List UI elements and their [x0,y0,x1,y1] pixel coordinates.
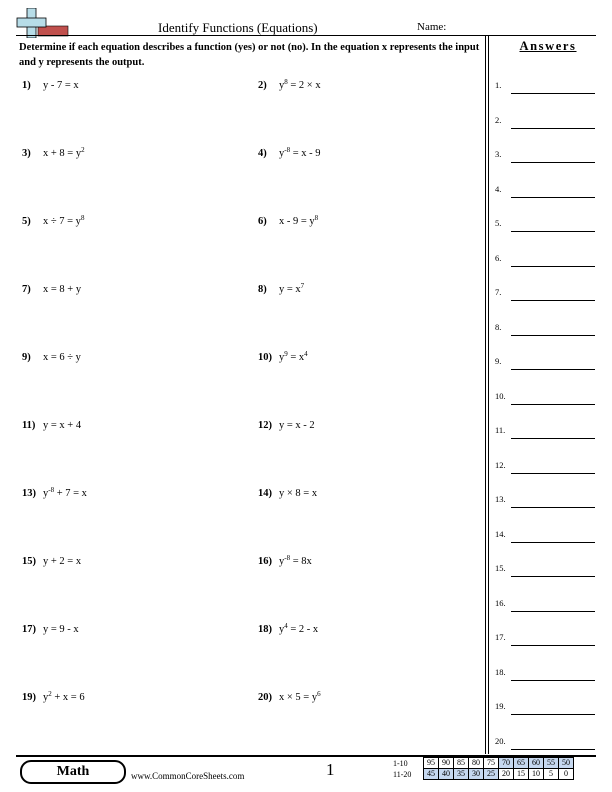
score-cell: 35 [454,769,469,780]
answer-blank[interactable] [511,680,595,681]
answer-blank[interactable] [511,231,595,232]
problem-equation: $y^{-8} + 7 = x$ [43,486,87,499]
score-table [423,757,574,780]
answer-row [495,322,595,336]
instructions: Determine if each equation describes a function (yes) or not (no). In the equation x represents the input and y represents the output. [19,42,480,68]
answer-blank[interactable] [511,542,595,543]
problem-equation: y = x + 4 [43,420,82,431]
problem-number: 18) [258,624,272,635]
score-cell: 70 [499,758,514,769]
answer-row [495,253,595,267]
problem-equation: $y^8 = 2 \times x$ [279,78,321,91]
name-label: Name: [417,21,447,33]
answer-number: 9. [495,356,502,366]
score-cell: 90 [439,758,454,769]
website-label: www.CommonCoreSheets.com [131,771,245,781]
answer-blank[interactable] [511,335,595,336]
score-cell: 95 [424,758,439,769]
answer-number: 19. [495,701,506,711]
score-cell: 5 [544,769,559,780]
problem-number: 2) [258,80,267,91]
score-labels [393,758,411,780]
score-cell: 40 [439,769,454,780]
answer-number: 10. [495,390,506,401]
score-cell: 55 [544,758,559,769]
answer-number: 6. [495,252,502,263]
answer-number: 14. [495,528,506,539]
problem-equation: x = 6 ÷ y [43,352,81,363]
answer-number: 12. [495,459,506,470]
answer-blank[interactable] [511,93,595,94]
problem-equation: y + 2 = x [43,556,82,567]
problem-number: 17) [22,624,36,635]
problem-equation: $x + 8 = y^2$ [43,146,85,159]
score-cell: 10 [529,769,544,780]
score-cell: 0 [559,769,574,780]
answer-blank[interactable] [511,162,595,163]
problem-number: 7) [22,284,31,295]
score-row [424,769,574,780]
problem-number: 10) [258,352,272,363]
problem-equation: $y^{-8} = x - 9$ [279,146,321,159]
answer-row [495,632,595,646]
answer-blank[interactable] [511,300,595,301]
answer-row [495,460,595,474]
score-cell: 50 [559,758,574,769]
problem-number: 16) [258,556,272,567]
problem-equation: y × 8 = x [279,488,318,499]
problem-equation: $x \div 7 = y^8$ [43,214,85,227]
problem-number: 15) [22,556,36,567]
answer-blank[interactable] [511,645,595,646]
score-label-11-20: 11-20 [393,770,412,779]
page-number: 1 [326,760,335,779]
answer-row [495,494,595,508]
problem-equation: $y^{-8} = 8x$ [279,554,312,567]
problem-equation: $y = x^7$ [279,282,305,295]
answer-row [495,563,595,577]
problem-equation: y - 7 = x [43,80,79,91]
score-cell: 25 [484,769,499,780]
answer-number: 18. [495,666,506,677]
score-cell: 45 [424,769,439,780]
logo [16,8,71,38]
problem-number: 9) [22,352,31,363]
answer-number: 20. [495,735,506,746]
problem-number: 20) [258,692,272,703]
problem-equation: y = 9 - x [43,624,79,635]
answer-row [495,356,595,370]
score-cell: 30 [469,769,484,780]
answer-row [495,149,595,163]
answer-number: 17. [495,632,506,642]
answer-blank[interactable] [511,507,595,508]
problem-equation: $y^9 = x^4$ [279,350,308,363]
answer-row [495,184,595,198]
answer-blank[interactable] [511,473,595,474]
answer-blank[interactable] [511,404,595,405]
problem-number: 8) [258,284,267,295]
problem-equation: $y^2 + x = 6$ [43,690,85,703]
problem-equation: $x - 9 = y^8$ [279,214,319,227]
answer-number: 3. [495,149,502,159]
score-cell: 85 [454,758,469,769]
answer-row [495,529,595,543]
answer-number: 11. [495,425,506,435]
answer-blank[interactable] [511,369,595,370]
score-cell: 75 [484,758,499,769]
answer-row [495,115,595,129]
plus-icon [16,8,71,38]
problem-number: 6) [258,216,267,227]
problem-number: 19) [22,692,36,703]
score-cell: 65 [514,758,529,769]
score-row [424,758,574,769]
answer-number: 1. [495,80,502,90]
answer-number: 16. [495,597,506,608]
score-cell: 15 [514,769,529,780]
problem-number: 4) [258,148,267,159]
answer-row [495,667,595,681]
score-cell: 20 [499,769,514,780]
answer-row [495,80,595,94]
problem-number: 1) [22,80,31,91]
answer-row [495,425,595,439]
answer-blank[interactable] [511,714,595,715]
answer-blank[interactable] [511,749,595,750]
answer-number: 15. [495,563,506,573]
page-title: Identify Functions (Equations) [158,20,318,35]
answer-blank[interactable] [511,266,595,267]
answer-row [495,736,595,750]
answer-number: 4. [495,183,502,194]
problem-number: 11) [22,420,36,431]
score-cell: 60 [529,758,544,769]
subject-badge: Math [20,760,126,784]
answer-row [495,391,595,405]
answer-blank[interactable] [511,438,595,439]
answer-number: 8. [495,321,502,332]
score-cell: 80 [469,758,484,769]
answers-heading: Answers [519,39,577,53]
answer-blank[interactable] [511,128,595,129]
answer-column-divider [485,36,486,754]
score-label-1-10: 1-10 [393,759,408,768]
answer-number: 7. [495,287,502,297]
answer-blank[interactable] [511,576,595,577]
answer-row [495,218,595,232]
problem-equation: $y^4 = 2 - x$ [279,622,319,635]
answer-row [495,701,595,715]
problem-number: 5) [22,216,31,227]
problem-equation: x = 8 + y [43,284,82,295]
answer-row [495,598,595,612]
problem-number: 14) [258,488,272,499]
header-divider [16,35,596,36]
answer-number: 5. [495,218,502,228]
problem-equation: y = x - 2 [279,420,315,431]
problem-number: 3) [22,148,31,159]
answer-number: 13. [495,494,506,504]
problem-number: 12) [258,420,272,431]
answer-blank[interactable] [511,197,595,198]
answer-column-divider-inner [488,36,489,754]
answer-number: 2. [495,114,502,125]
answer-blank[interactable] [511,611,595,612]
problem-equation: $x \times 5 = y^6$ [279,690,321,703]
problem-number: 13) [22,488,36,499]
answer-row [495,287,595,301]
